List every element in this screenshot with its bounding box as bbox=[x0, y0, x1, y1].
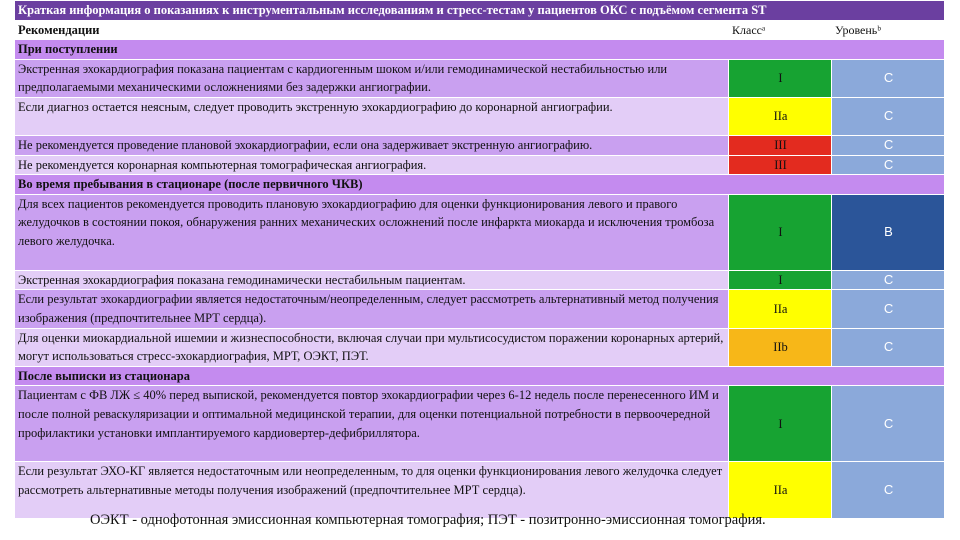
class-cell: III bbox=[729, 135, 832, 155]
level-cell: C bbox=[832, 328, 945, 366]
recommendation-text: Если результат ЭХО-КГ является недостаточным или неопределенным, то для оценки функционирования левого желудочка следует рассмотреть альтернативные методы получения изображений (предпочтительнее МРТ сердца). bbox=[15, 462, 729, 519]
class-cell: IIa bbox=[729, 290, 832, 328]
level-cell: C bbox=[832, 290, 945, 328]
section-title-admission: При поступлении bbox=[15, 40, 945, 60]
recommendation-text: Не рекомендуется проведение плановой эхокардиографии, если она задерживает экстренную ангиографию. bbox=[15, 135, 729, 155]
recommendation-text: Пациентам с ФВ ЛЖ ≤ 40% перед выпиской, рекомендуется повтор эхокардиографии через 6-12 недель после перенесенного ИМ и после полной реваскуляризации и оптимальной медицинской терапии, для оценки потенциальной потребности в первоочередной профилактики установки имплантируемого кардиовертер-дефибриллятора. bbox=[15, 386, 729, 462]
recommendation-text: Экстренная эхокардиография показана гемодинамически нестабильным пациентам. bbox=[15, 270, 729, 290]
recommendation-text: Не рекомендуется коронарная компьютерная томографическая ангиография. bbox=[15, 155, 729, 175]
table-title: Краткая информация о показаниях к инструментальным исследованиям и стресс-тестам у пациентов ОКС с подъёмом сегмента ST bbox=[15, 1, 945, 21]
level-cell: C bbox=[832, 135, 945, 155]
class-cell: I bbox=[729, 270, 832, 290]
header-class: Классᵃ bbox=[729, 20, 832, 40]
header-level: Уровеньᵇ bbox=[832, 20, 945, 40]
level-cell: C bbox=[832, 270, 945, 290]
section-title-hospital-stay: Во время пребывания в стационаре (после первичного ЧКВ) bbox=[15, 175, 945, 195]
recommendation-text: Для всех пациентов рекомендуется проводить плановую эхокардиографию для оценки функционирования левого и правого желудочков в состоянии покоя, обнаружения ранних механических осложнений после инфаркта миокарда и исключения тромбоза левого желудочка. bbox=[15, 194, 729, 270]
level-cell: C bbox=[832, 462, 945, 519]
level-cell: C bbox=[832, 59, 945, 97]
class-cell: I bbox=[729, 59, 832, 97]
class-cell: III bbox=[729, 155, 832, 175]
recommendation-text: Если диагноз остается неясным, следует проводить экстренную эхокардиографию до коронарной ангиографии. bbox=[15, 97, 729, 135]
class-cell: IIb bbox=[729, 328, 832, 366]
recommendation-text: Если результат эхокардиографии является недостаточным/неопределенным, следует рассмотреть альтернативный метод получения изображения (предпочтительнее МРТ сердца). bbox=[15, 290, 729, 328]
level-cell: C bbox=[832, 155, 945, 175]
section-title-after-discharge: После выписки из стационара bbox=[15, 366, 945, 386]
class-cell: IIa bbox=[729, 97, 832, 135]
recommendations-table bbox=[14, 0, 945, 519]
level-cell: C bbox=[832, 386, 945, 462]
class-cell: I bbox=[729, 386, 832, 462]
class-cell: I bbox=[729, 194, 832, 270]
recommendation-text: Для оценки миокардиальной ишемии и жизнеспособности, включая случаи при мультисосудистом поражении коронарных артерий, могут использоваться стресс-эхокардиография, МРТ, ОЭКТ, ПЭТ. bbox=[15, 328, 729, 366]
header-recommendations: Рекомендации bbox=[15, 20, 729, 40]
recommendation-text: Экстренная эхокардиография показана пациентам с кардиогенным шоком и/или гемодинамической нестабильностью или предполагаемыми механическими осложнениями без задержки ангиографии. bbox=[15, 59, 729, 97]
class-cell: IIa bbox=[729, 462, 832, 519]
level-cell: C bbox=[832, 97, 945, 135]
level-cell: B bbox=[832, 194, 945, 270]
footnote: ОЭКТ - однофотонная эмиссионная компьютерная томография; ПЭТ - позитронно-эмиссионная томография. bbox=[90, 512, 766, 528]
